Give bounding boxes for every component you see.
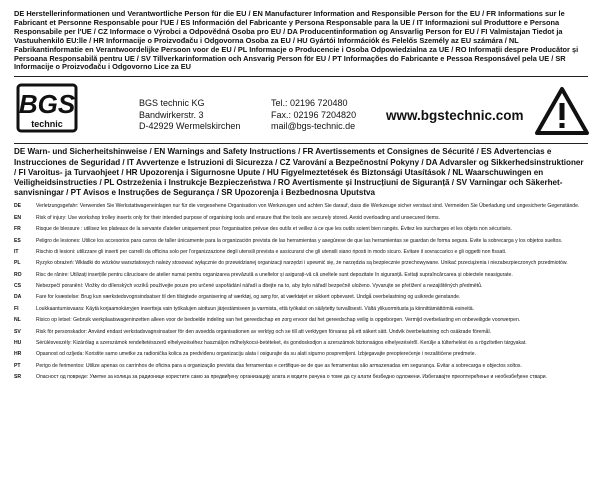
language-code: PT (14, 362, 21, 369)
warning-text: Fare for kvæstelse: Brug kun værkstedsvognsindsatser til den tilsigtede organisering af værktøj, og sørg for, at værktøjet er sikkert opbevaret. Undgå overbelastning og usikrede genstande. (36, 294, 461, 301)
company-city: D-42929 Wermelskirchen (139, 120, 241, 131)
contact-block (271, 98, 356, 132)
warning-entry (14, 340, 588, 346)
warning-text: Verletzungsgefahr: Verwenden Sie Werkstattwageneinlagen nur für die vorgesehene Organisation von Werkzeugen und achten Sie darauf, dass die Werkzeuge sicher verstaut sind. Vermeiden Sie Überladung und ungesicherte Gegenstände. (36, 203, 580, 210)
warning-entry (14, 215, 588, 221)
warning-entry (14, 203, 588, 209)
warning-entry (14, 260, 588, 266)
language-code: FR (14, 226, 21, 233)
warning-text: Risque de blessure : utilisez les plateaux de la servante d'atelier uniquement pour l'organisation prévue des outils et veillez à ce que les outils soient bien rangés. Évitez les surcharges et les objets non sécurisés. (36, 226, 512, 233)
warning-entry (14, 374, 588, 380)
language-code: CS (14, 283, 22, 290)
warnings-heading: DE Warn- und Sicherheitshinweise / EN Warnings and Safety Instructions / FR Avertissements et Consignes de Sécurité / ES Advertencias e Instrucciones de Seguridad / IT Avvertenze e Istruzioni di Sicurezza / CZ Varování a Bezpečnostní Pokyny / DA Advarsler og Sikkerhedsinstruktioner / FI Varoitus- ja Turvaohjeet / HR Upozorenja i Sigurnosne Upute / HU Figyelmeztetések és Biztonsági Utasítások / NL Waarschuwingen en Veiligheidsinstructies / PL Ostrzeżenia i Instrukcje Bezpieczeństwa / RO Avertismente și Instrucțiuni de Siguranță / SV Varningar och Säkerhet-sanvisningar / PT Avisos e Instruções de Segurança / SR Upozorenja i Bezbednosna Uputstva (14, 147, 584, 198)
company-website[interactable]: www.bgstechnic.com (386, 108, 524, 124)
warning-entry (14, 317, 588, 323)
warning-triangle-icon (534, 86, 590, 136)
language-code: ES (14, 237, 21, 244)
divider (14, 143, 588, 144)
warning-text: Opasnost od ozljeda: Koristite samo umetke za radionička kolica za predviđenu organizaciju alata i osigurajte da su alati sigurno pospremljeni. Izbjegavajte preopterećenje i nezaštićene predmete. (36, 351, 477, 358)
language-code: HR (14, 351, 22, 358)
svg-text:BGS: BGS (18, 89, 76, 120)
warning-text: Loukkaantumisvaara: Käytä korjaamokärryjen insertteja vain työkalujen aiottuun järjestämiseen ja varmista, että työkalut on säilytetty turvallisesti. Vältä ylikuormitusta ja kiinnittämättömiä esineitä. (36, 305, 474, 312)
warning-entry (14, 363, 588, 369)
language-code: HU (14, 340, 22, 347)
language-code: IT (14, 248, 19, 255)
warning-text: Risc de rănire: Utilizați inserțiile pentru cărucioare de atelier numai pentru organizarea prevăzută a uneltelor și asigurați-vă că uneltele sunt depozitate în siguranță. Evitați supraîncărcarea și obiectele neasigurate. (36, 271, 513, 278)
language-code: SV (14, 328, 21, 335)
warning-entry (14, 238, 588, 244)
language-code: DE (14, 203, 22, 210)
warning-text: Nebezpečí poranění: Vložky do dílenských vozíků používejte pouze pro určené uspořádání nářadí a dbejte na to, aby bylo nářadí bezpečně uloženo. Vyvarujte se přetížení a nezajištěných předmětů. (36, 283, 483, 290)
warning-text: Risico op letsel: Gebruik werkplaatswageninzetten alleen voor de bedoelde indeling van het gereedschap en zorg ervoor dat het gereedschap veilig is opgeborgen. Vermijd overbelasting en onbeveiligde voorwerpen. (36, 317, 521, 324)
warning-entry (14, 294, 588, 300)
warning-text: Rischio di lesioni: utilizzare gli inserti per carrelli da officina solo per l'organizzazione degli utensili prevista e assicurarsi che gli utensili siano riposti in modo sicuro. Evitare il sovraccarico e gli oggetti non fissati. (36, 248, 507, 255)
language-code: FI (14, 305, 19, 312)
warning-text: Risk of injury: Use workshop trolley inserts only for their intended purpose of organising tools and ensure that the tools are securely stored. Avoid overloading and unsecured items. (36, 214, 440, 221)
svg-text:technic: technic (31, 119, 63, 130)
manufacturer-info-heading: DE Herstellerinformationen und Verantwortliche Person für die EU / EN Manufacturer Information and Responsible Person for the EU / FR Informations sur le Fabricant et Personne Responsable pour l'UE / ES Información del Fabricante y Persona Responsable para la UE / IT Informazioni sul Produttore e Persona Responsabile per l'UE / CZ Informace o Výrobci a Odpovědná Osoba pro EU / DA Producentinformation og Ansvarlig Person for EU / FI Valmistajan Tiedot ja Vastuuhenkilö EU:lle / HR Informacije o Proizvođaču i Odgovorna Osoba za EU / HU Gyártói Információk és Felelős Személy az EU számára / NL Fabrikantinformatie en Verantwoordelijke Persoon voor de EU / PL Informacje o Producencie i Osoba Odpowiedzialna za UE / RO Informații despre Producător și Persoana Responsabilă pentru UE / SV Tillverkarinformation och Ansvarig Person för EU / PT Informações do Fabricante e Pessoa Responsável pela UE / SR Informacije o Proizvođaču i Odgovorno Lice za EU (14, 9, 579, 72)
language-code: RO (14, 271, 22, 278)
language-code: NL (14, 317, 21, 324)
address-block (139, 98, 240, 132)
warning-entry (14, 272, 588, 278)
company-name: BGS technic KG (139, 98, 205, 109)
warning-list (14, 203, 588, 380)
warning-text: Risk för personskador: Använd endast verkstadsvagnsinsatser för den avsedda organisationen av verktyg och se till att verktygen förvaras på ett säkert sätt. Undvik överbelastning och osäkrade föremål. (36, 328, 491, 335)
warning-text: Опасност од повреде: Уметке за колица за радионице користите само за предвиђену организацију алата и водите рачуна о томе да су алати безбедно одложени. Избегавајте преоптерећење и необезбеђене ствари. (36, 374, 548, 381)
company-fax: Fax.: 02196 7204820 (271, 109, 357, 120)
warning-entry (14, 226, 588, 232)
company-tel: Tel.: 02196 720480 (271, 98, 348, 109)
company-block (14, 77, 588, 143)
warning-text: Ryzyko obrażeń: Wkładki do wózków warsztatowych należy stosować wyłącznie do przewidzianej organizacji narzędzi i upewnić się, że narzędzia są bezpiecznie przechowywane. Unikać przeciążenia i niezabezpieczonych przedmiotów. (36, 260, 568, 267)
language-code: DA (14, 294, 22, 301)
bgs-logo (16, 83, 78, 133)
warning-entry (14, 329, 588, 335)
warning-text: Perigo de ferimentos: Utilize apenas os carrinhos de oficina para a organização prevista das ferramentas e certifique-se de que as ferramentas são armazenadas em segurança. Evitar a sobrecarga e objectos soltos. (36, 362, 522, 369)
language-code: EN (14, 214, 22, 221)
company-street: Bandwirkerstr. 3 (139, 109, 204, 120)
language-code: PL (14, 260, 21, 267)
company-mail[interactable]: mail@bgs-technic.de (271, 120, 356, 131)
language-code: SR (14, 374, 22, 381)
warning-text: Peligro de lesiones: Utilice los accesorios para carros de taller únicamente para la organización prevista de las herramientas y asegúrese de que las herramientas se guardan de forma segura. Evite la sobrecarga y los objetos sueltos. (36, 237, 563, 244)
warning-entry (14, 249, 588, 255)
warning-text: Sérülésveszély: Kizárólag a szerszámok rendeltetésszerű elhelyezéséhez használjon műhelykocsi-betéteket, és gondoskodjon a szerszámok biztonságos elhelyezéséről. Kerülje a túlterhelést és a rögzítetlen tárgyakat. (36, 340, 527, 347)
document-page (14, 10, 588, 386)
warning-entry (14, 306, 588, 312)
warning-entry (14, 283, 588, 289)
warning-entry (14, 351, 588, 357)
